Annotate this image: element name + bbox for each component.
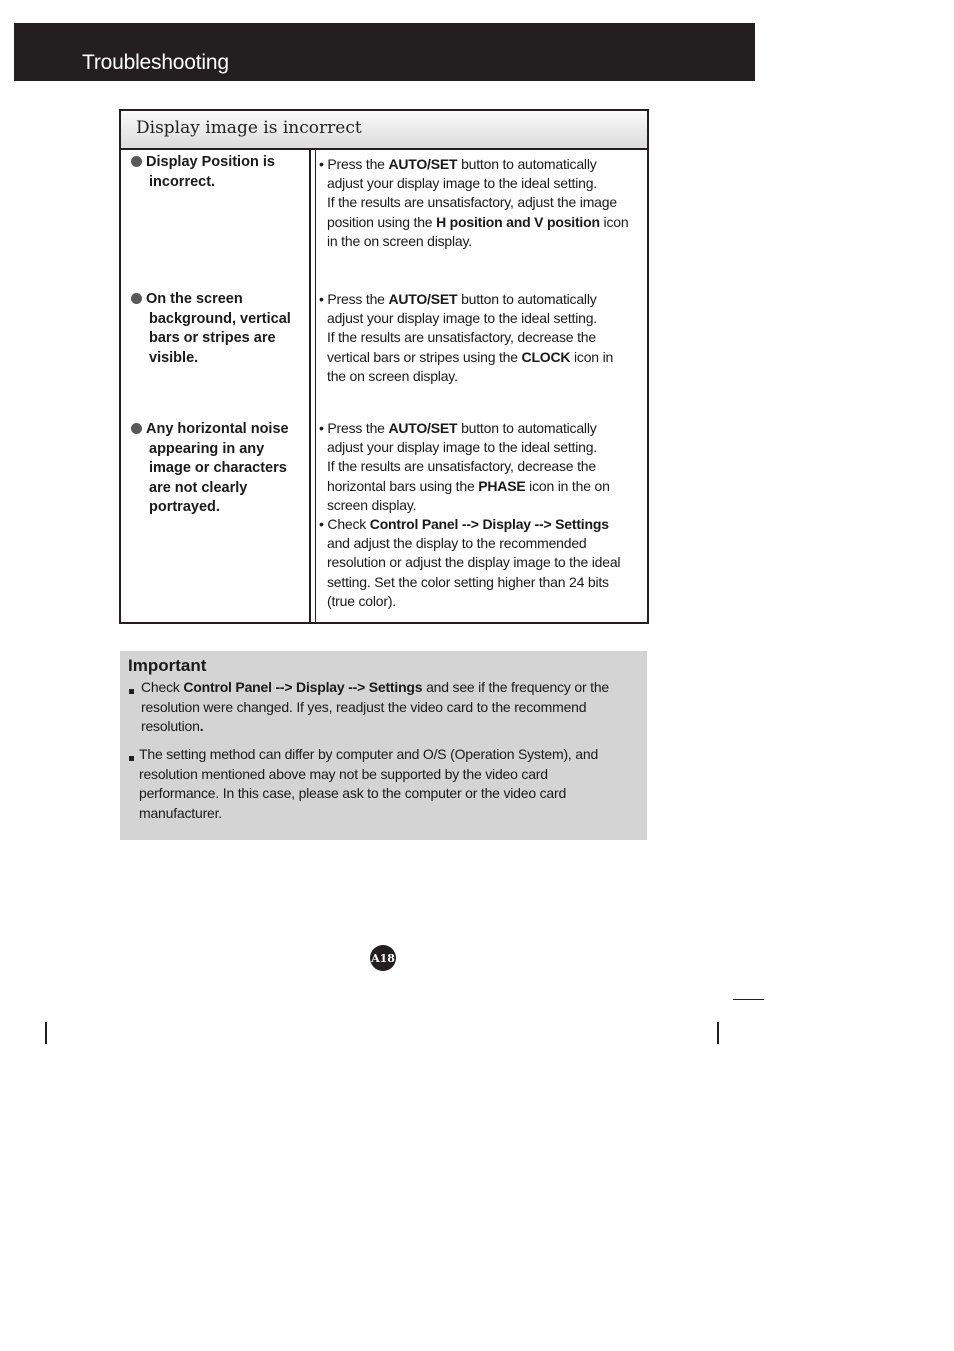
troubleshooting-table [119,109,649,624]
solution-line: adjust your display image to the ideal setting. [327,175,597,192]
solution-display-position [319,155,639,251]
solution-vertical-bars [319,290,639,386]
bullet-dot-icon [131,423,142,434]
important-item-1: Check Control Panel --> Display --> Settings and see if the frequency or the resolution were changed. If yes, readjust the video card to the recommend resolution. [141,679,609,734]
square-bullet-icon [129,689,134,694]
page-title: Troubleshooting [82,51,229,74]
bullet-dot-icon [131,293,142,304]
symptom-text: Any horizontal noise [146,421,289,437]
symptom-vertical-bars [131,290,303,368]
crop-mark [717,1022,719,1044]
symptom-horizontal-noise [131,420,303,518]
header-bar [14,23,755,81]
symptom-display-position [131,153,303,192]
table-heading [121,111,647,150]
solution-line: the on screen display. [327,367,458,384]
bullet-dot-icon [131,156,142,167]
important-title: Important [128,656,207,675]
solution-line: horizontal bars using the PHASE icon in the on [327,477,610,494]
symptom-text: Display Position is [146,154,275,170]
crop-mark [45,1022,47,1044]
column-divider [309,150,316,622]
symptom-text-rest: appearing in any image or characters are not clearly portrayed. [149,440,287,515]
solution-line: If the results are unsatisfactory, adjust the image [327,194,617,211]
solution-line: If the results are unsatisfactory, decrease the [327,458,596,475]
solution-line: • Press the AUTO/SET button to automatically [319,156,597,172]
page-number-badge: A18 [370,945,396,971]
solution-horizontal-noise [319,419,639,611]
solution-line: • Press the AUTO/SET button to automatically [319,420,597,436]
solution-line: If the results are unsatisfactory, decrease the [327,329,596,346]
solution-line: position using the H position and V position icon [327,213,629,230]
solution-line: • Press the AUTO/SET button to automatically [319,291,597,307]
solution-line: in the on screen display. [327,232,472,249]
symptom-text-rest: incorrect. [149,173,216,190]
solution-line: adjust your display image to the ideal setting. [327,310,597,327]
solution-line: screen display. [327,496,417,513]
important-note-box [120,651,647,840]
solution-line: adjust your display image to the ideal setting. [327,439,597,456]
solution-line: • Check Control Panel --> Display --> Settings [319,516,609,533]
symptom-text-rest: background, vertical bars or stripes are visible. [149,310,291,366]
symptom-text: On the screen [146,291,243,307]
important-item-2: The setting method can differ by computer and O/S (Operation System), and resolution mentioned above may not be supported by the video card performance. In this case, please ask to the computer or the video card manufacturer. [139,746,599,821]
solution-paragraph: and adjust the display to the recommended resolution or adjust the display image to the ideal setting. Set the color setting higher than 24 bits (true color). [327,535,621,609]
table-heading-text: Display image is incorrect [136,118,362,138]
solution-line: vertical bars or stripes using the CLOCK icon in [327,348,614,365]
crop-mark [733,999,764,1000]
square-bullet-icon [129,756,134,761]
